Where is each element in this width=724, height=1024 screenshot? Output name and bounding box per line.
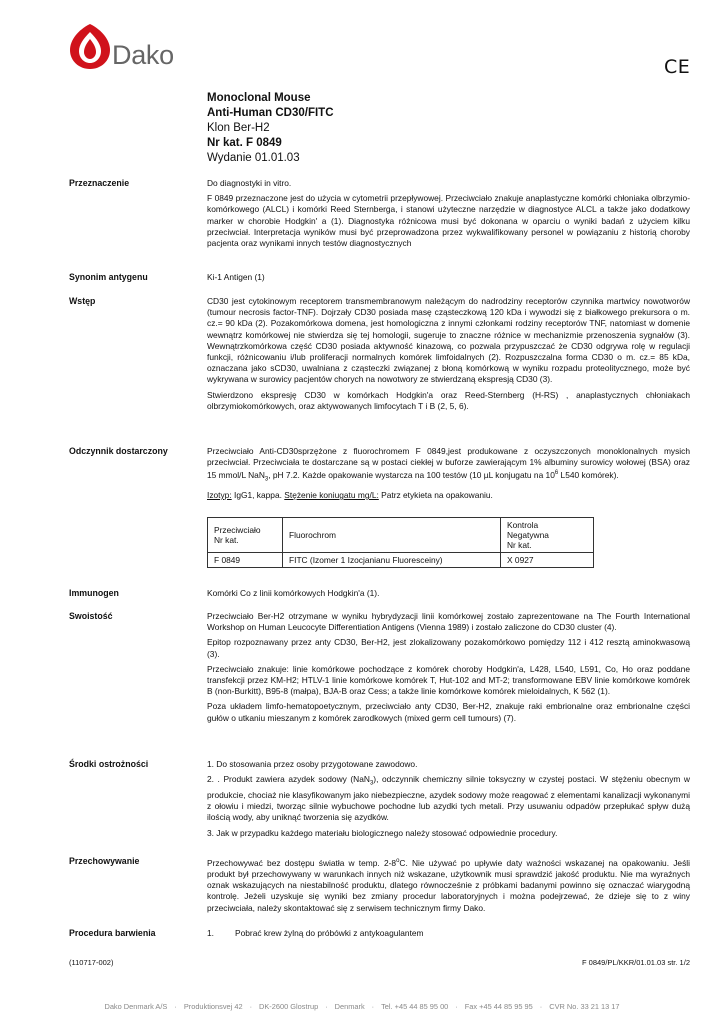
table-cell: F 0849: [208, 553, 283, 568]
paragraph: Stwierdzono ekspresję CD30 w komórkach Hodgkin'a oraz Reed-Sternberg (H-RS) , anaplastycznych chłoniakach olbrzymiokomórkowych, oraz aktywowanych limfocytach T i B (2, 5, 6).: [207, 389, 690, 411]
section-label-procedura: Procedura barwienia: [69, 928, 156, 938]
paragraph: Przeciwciało znakuje: linie komórkowe pochodzące z komórek choroby Hodgkin'a, L428, L540, L591, Co, Ho oraz poddane transfekcji przez KM-H2; HTLV-1 linie komórkowe komórek T, Hut-102 and MT-2; transformowane EBV linie komórkowe komórek B (non-Burkitt), B95-8 (małpa), BJA-B oraz Cess; a także linie komórkowe komórek mieloidalnych, K 562 (1).: [207, 663, 690, 697]
paragraph: Poza układem limfo-hematopoetycznym, przeciwciało anty CD30, Ber-H2, znakuje raki embrionalne oraz embrionalne części gułów o utkaniu mieszanym z komórek zarodkowych (mixed germ cell tumours) (7).: [207, 701, 690, 723]
paragraph: Przeciwciało Anti-CD30sprzężone z fluorochromem F 0849,jest produkowane z oczyszczonych monoklonalnych mysich przeciwciał. Przeciwciała te dostarczane są w postaci ciekłej w buforze zawierającym 1% albuminy surowicy wołowej (BSA) oraz 15 mmol/L NaN$_3$, pH 7.2. Każde opakowanie wystarcza na 100 testów (10 µL konjugatu na $10^6$ L540 komórek).: [207, 446, 690, 483]
clone-name: Klon Ber-H2: [207, 122, 270, 134]
list-item: 1. Pobrać krew żylną do próbówki z antykoagulantem: [207, 928, 424, 938]
section-label-przechowywanie: Przechowywanie: [69, 856, 140, 866]
paragraph: CD30 jest cytokinowym receptorem transmembranowym należącym do nadrodziny receptorów czynnika martwicy nowotworów (tumour necrosis factor-TNF). Dojrzały CD30 posiada masę cząsteczkową 120 kDa i wywodzi się z białkowego prekursora o m. cz.= 90 kDa (2). Pozakomórkowa domena, jest homologiczna z innymi członkami rodziny receptorów TNF, natomiast w domenie wewnątrz komórkowej nie stwierdza się tej homologii, sugeruje to znaczne różnice w mechanizmie przenoszenia sygnałów (3). Wewnątrzkomórkowa część CD30 posiada aktywność kinazową, co pozwala przypuszczać że CD30 odgrywa rolę w regulacji funkcji, różnicowaniu i/lub proliferacji normalnych komórek limfoidalnych (2). Rozpuszczalna forma CD30 o m. cz.= 85 kDa, oznaczana jako sCD30, uwalniana z cząsteczki związanej z błoną komórkową w wyniku rozpadu proteolitycznego, może być wykrywana w surowicy pacjentów chorych na nowotwory ze stwierdzaną ekspresją CD30 (3).: [207, 296, 690, 385]
section-wstep: [207, 296, 690, 416]
table-header-row: [208, 518, 594, 553]
product-table-wrap: [207, 517, 594, 568]
section-label-immunogen: Immunogen: [69, 588, 119, 598]
catalog-number: Nr kat. F 0849: [207, 137, 282, 149]
section-swoistosc: [207, 611, 690, 728]
brand-name: Dako: [112, 40, 174, 70]
paragraph: Komórki Co z linii komórkowych Hodgkin'a (1).: [207, 588, 380, 598]
product-title-block: [207, 91, 334, 166]
section-przeznaczenie: [207, 178, 690, 253]
paragraph: Przeciwciało Ber-H2 otrzymane w wyniku hybrydyzacji linii komórkowej zostało zaprezentowane na The Fourth International Workshop on Human Leucocyte Differentiation Antigens (Vienna 1989) i zostało zaliczone do CD30 cluster (4).: [207, 611, 690, 633]
section-label-srodki: Środki ostrożności: [69, 759, 149, 769]
section-odczynnik: [207, 446, 690, 505]
footer-code-right: F 0849/PL/KKR/01.01.03 str. 1/2: [582, 958, 690, 967]
paragraph: 3. Jak w przypadku każdego materiału biologicznego należy stosować odpowiednie procedury.: [207, 827, 558, 838]
paragraph: 2. . Produkt zawiera azydek sodowy (NaN$_3$), odczynnik chemiczny silnie toksyczny w czystej postaci. W stężeniu obecnym w produkcie, chociaż nie klasyfikowanym jako niebezpieczne, azydek sodowy może reagować z elementami kanalizacji wykonanymi z ołowiu i miedzi, tworząc silnie wybuchowe pochodne lub azydki tych metali. Przy usuwaniu odpadów przepłukać spływ dużą ilością wody, aby uniknąć tworzenia się azydków.: [207, 774, 690, 823]
paragraph: F 0849 przeznaczone jest do użycia w cytometrii przepływowej. Przeciwciało znakuje anaplastyczne komórki chłoniaka olbrzymio-komórkowego (ALCL) i komórki Reed Sternberga, i stanowi użyteczne narzędzie w diagnostyce ALCL a także jako dodatkowy marker w chorobie Hodgkin' a (1). Diagnostyka różnicowa musi być dokonana w oparciu o wyniki badań z użyciem kilku przeciwciał. Interpretacja wyników musi być przeprowadzona przez wykwalifikowany personel w powiązaniu z historią choroby pacjenta oraz wynikami innych testów diagnostycznych: [207, 193, 690, 249]
ce-mark: CE: [664, 56, 691, 78]
footer-address: Dako Denmark A/S · Produktionsvej 42 · DK-2600 Glostrup · Denmark · Tel. +45 44 85 95 00 · Fax +45 44 85 95 95 · CVR No. 33 21 13 17: [104, 1002, 620, 1011]
paragraph: Epitop rozpoznawany przez anty CD30, Ber-H2, jest zlokalizowany pozakomórkowo pomiędzy 112 i 412 resztą aminokwasową (3).: [207, 637, 690, 659]
edition: Wydanie 01.01.03: [207, 152, 300, 164]
section-przechowywanie: [207, 856, 690, 918]
table-cell: FITC (Izomer 1 Izocjanianu Fluoresceiny): [283, 553, 501, 568]
dako-logo-icon: [68, 22, 112, 72]
footer-code-left: (110717-002): [69, 958, 114, 967]
title-line2: Anti-Human CD30/FITC: [207, 107, 334, 119]
product-table: [207, 517, 594, 568]
paragraph: 1. Do stosowania przez osoby przygotowane zawodowo.: [207, 759, 418, 769]
paragraph-izotyp: Izotyp: IgG1, kappa. Stężenie koniugatu mg/L: Patrz etykieta na opakowaniu.: [207, 490, 493, 501]
paragraph: Do diagnostyki in vitro.: [207, 178, 292, 188]
section-synonim: [207, 272, 690, 287]
table-row: [208, 553, 594, 568]
section-label-synonim: Synonim antygenu: [69, 272, 148, 282]
section-immunogen: [207, 588, 690, 603]
section-label-odczynnik: Odczynnik dostarczony: [69, 446, 168, 456]
section-label-przeznaczenie: Przeznaczenie: [69, 178, 130, 188]
paragraph: Ki-1 Antigen (1): [207, 272, 265, 282]
dako-logo: [68, 22, 192, 76]
paragraph: Przechowywać bez dostępu światła w temp. 2-8$^o$C. Nie używać po upływie daty ważności wskazanej na opakowaniu. Jeśli produkt był przechowywany w warunkach innych niż wskazane, użytkownik musi sprawdzić jakość produktu. Nie ma wyraźnych oznak wskazujących na niestabilność produktu, dlatego równocześnie z próbkami badanymi powinno się oznaczać wiarygodną kontrolę. Jeżeli uzyskuje się wyniki bez zmiany procedur laboratoryjnych i można podejrzewać, że dzieje się to z winy przeciwciała, należy skontaktować się z serwisem technicznym firmy Dako.: [207, 857, 690, 913]
section-procedura: [207, 928, 690, 943]
title-line1: Monoclonal Mouse: [207, 92, 311, 104]
section-label-swoistosc: Swoistość: [69, 611, 113, 621]
table-header-cell: Kontrola Negatywna Nr kat.: [501, 518, 594, 553]
table-header-cell: Fluorochrom: [283, 518, 501, 553]
section-label-wstep: Wstęp: [69, 296, 96, 306]
section-srodki: [207, 759, 690, 843]
table-cell: X 0927: [501, 553, 594, 568]
table-header-cell: Przeciwciało Nr kat.: [208, 518, 283, 553]
